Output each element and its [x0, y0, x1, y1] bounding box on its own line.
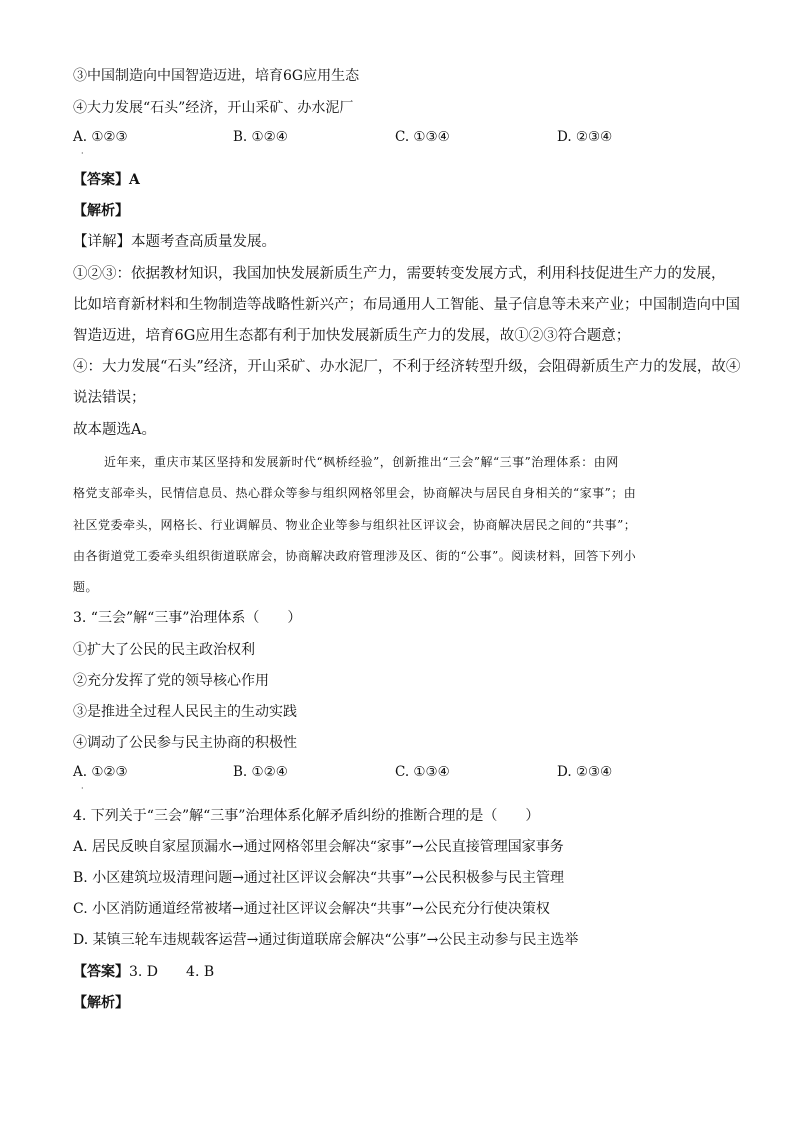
q2-explain-2-line2: 说法错误；	[73, 390, 146, 406]
q3-item-4: ④调动了公民参与民主协商的积极性	[73, 735, 297, 751]
material-line-3: 社区党委牵头，网格长、行业调解员、物业企业等参与组织社区评议会，协商解决居民之间的“共事”；	[73, 518, 637, 532]
q2-choices	[73, 129, 723, 149]
q4-choice-c: C. 小区消防通道经常被堵→通过社区评议会解决“共事”→公民充分行使决策权	[73, 901, 550, 917]
q3-item-2: ②充分发挥了党的领导核心作用	[73, 673, 269, 689]
q4-choice-d: D. 某镇三轮车违规载客运营→通过街道联席会解决“公事”→公民主动参与民主选举	[73, 932, 579, 948]
answer-values: 3. D 4. B	[129, 964, 215, 980]
q2-explain-2-line1: ④：大力发展“石头”经济，开山采矿、办水泥厂，不利于经济转型升级，会阻碍新质生产力的发展，故④	[73, 359, 741, 375]
q2-explain-1-line2: 比如培育新材料和生物制造等战略性新兴产；布局通用人工智能、量子信息等未来产业；中国制造向中国	[73, 297, 740, 313]
q4-stem: 4. 下列关于“三会”解“三事”治理体系化解矛盾纠纷的推断合理的是（ ）	[73, 808, 540, 824]
q2-option-item-3: ③中国制造向中国智造迈进，培育6G应用生态	[73, 68, 360, 84]
q2-choice-c: C. ①③④	[395, 129, 450, 145]
q3-choice-b: B. ①②④	[233, 764, 288, 780]
q4-choice-b: B. 小区建筑垃圾清理问题→通过社区评议会解决“共事”→公民积极参与民主管理	[73, 870, 564, 886]
q4-choice-a: A. 居民反映自家屋顶漏水→通过网格邻里会解决“家事”→公民直接管理国家事务	[73, 839, 564, 855]
q2-explain-1-line3: 智造迈进，培育6G应用生态都有利于加快发展新质生产力的发展，故①②③符合题意；	[73, 328, 631, 344]
q34-analysis-heading: 【解析】	[73, 995, 129, 1011]
q2-explain-1-line1: ①②③：依据教材知识，我国加快发展新质生产力，需要转变发展方式，利用科技促进生产力的发展，	[73, 266, 726, 282]
material-line-4: 由各街道党工委牵头组织街道联席会，协商解决政府管理涉及区、街的“公事”。阅读材料，回答下列小	[73, 549, 637, 563]
material-line-2: 格党支部牵头，民情信息员、热心群众等参与组织网格邻里会，协商解决与居民自身相关的“家事”；由	[73, 486, 637, 500]
q3-choice-d: D. ②③④	[557, 764, 613, 780]
q34-answer	[73, 962, 214, 982]
q2-answer: 【答案】A	[73, 172, 140, 188]
material-line-5: 题。	[73, 580, 99, 594]
q2-choice-d: D. ②③④	[557, 129, 613, 145]
q3-item-3: ③是推进全过程人民民主的生动实践	[73, 704, 297, 720]
stray-dot: ·	[81, 149, 84, 158]
q3-choices	[73, 764, 723, 784]
q2-detail: 【详解】本题考查高质量发展。	[73, 234, 276, 250]
q3-item-1: ①扩大了公民的民主政治权利	[73, 642, 255, 658]
q2-choice-a: A. ①②③	[73, 129, 128, 145]
q3-choice-c: C. ①③④	[395, 764, 450, 780]
q3-stem: 3. “三会”解“三事”治理体系（ ）	[73, 610, 302, 626]
q2-analysis-heading: 【解析】	[73, 203, 129, 219]
q2-conclusion: 故本题选A。	[73, 422, 156, 438]
q2-choice-b: B. ①②④	[233, 129, 288, 145]
stray-dot: ·	[81, 784, 84, 793]
material-line-1: 近年来，重庆市某区坚持和发展新时代“枫桥经验”，创新推出“三会”解“三事”治理体系：由网	[104, 455, 619, 469]
answer-label: 【答案】	[73, 964, 129, 980]
q2-option-item-4: ④大力发展“石头”经济，开山采矿、办水泥厂	[73, 100, 354, 116]
q3-choice-a: A. ①②③	[73, 764, 128, 780]
